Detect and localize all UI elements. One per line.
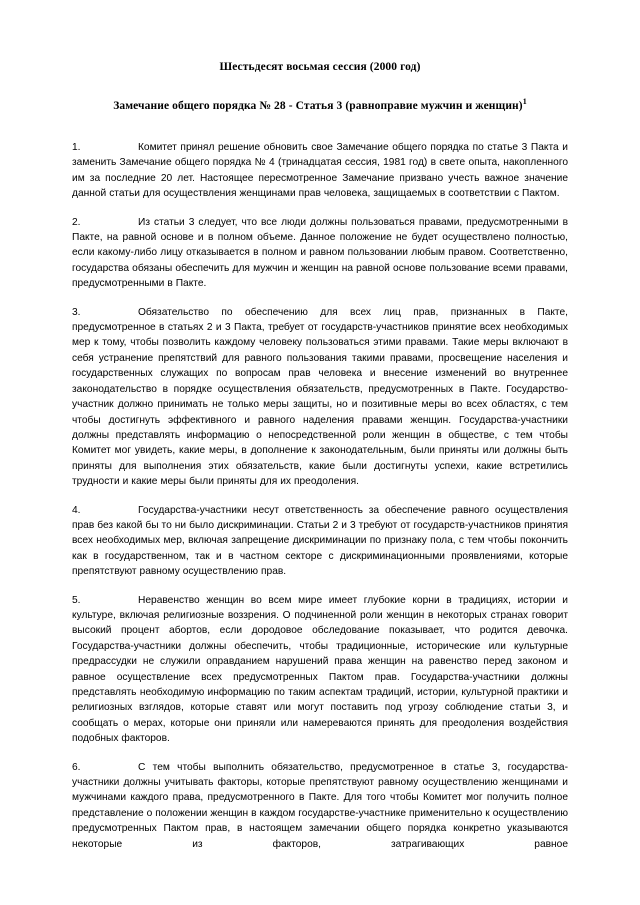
document-subtitle-text: Замечание общего порядка № 28 - Статья 3 (равноправие мужчин и женщин) bbox=[113, 100, 523, 112]
paragraph-number: 6. bbox=[72, 761, 81, 773]
paragraph-text: Комитет принял решение обновить свое Замечание общего порядка по статье 3 Пакта и заменить Замечание общего порядка № 4 (тринадцатая сессия, 1981 год) в свете опыта, накопленного им за последние 20 лет. Настоящее пересмотренное Замечание призвано учесть важное значение данной статьи для осуществления женщинами прав человека, защищаемых в соответствии с Пактом. bbox=[72, 142, 568, 200]
paragraph bbox=[72, 140, 568, 202]
paragraph-number: 5. bbox=[72, 594, 81, 606]
document-header bbox=[72, 0, 568, 113]
paragraph-number: 2. bbox=[72, 216, 81, 228]
paragraph-number: 1. bbox=[72, 142, 81, 153]
paragraph-text: Из статьи 3 следует, что все люди должны пользоваться правами, предусмотренными в Пакте, на равной основе и в полном объеме. Данное положение не будет осуществлено полностью, если какому-либо лицу отказывается в полном и равном пользовании любым правом. Соответственно, государства обязаны обеспечить для мужчин и женщин на равной основе пользование всеми правами, предусмотренными в Пакте. bbox=[72, 216, 568, 290]
paragraph-number: 3. bbox=[72, 306, 81, 318]
page-title: Шестьдесят восьмая сессия (2000 год) bbox=[219, 61, 421, 73]
paragraph-text: Неравенство женщин во всем мире имеет глубокие корни в традициях, истории и культуре, включая религиозные воззрения. О подчиненной роли женщин в некоторых странах говорит высокий процент абортов, если дородовое обследование показывает, что родится девочка. Государства-участники должны обеспечить, чтобы традиционные, исторические или культурные предрассудки не служили оправданием нарушений права женщин на равенство перед законом и равное осуществление всех предусмотренных Пактом прав. Государства-участники должны представлять необходимую информацию по таким аспектам традиций, истории, культурной практики и религиозных взглядов, которые ставят или могут поставить под угрозу соблюдение статьи 3, и сообщать о мерах, которые они приняли или намереваются принять для преодоления воздействия подобных факторов. bbox=[72, 594, 568, 745]
paragraph-number: 4. bbox=[72, 504, 81, 516]
paragraph-text: С тем чтобы выполнить обязательство, предусмотренное в статье 3, государства-участники должны учитывать факторы, которые препятствуют равному осуществлению женщинами и мужчинами каждого права, предусмотренного в Пакте. Для того чтобы Комитет мог получить полное представление о положении женщин в каждом государстве-участнике применительно к осуществлению предусмотренных Пактом прав, в настоящем замечании общего порядка конкретно указываются некоторые из факторов, затрагивающих равное bbox=[72, 761, 568, 850]
paragraph bbox=[72, 305, 568, 490]
paragraph-text: Обязательство по обеспечению для всех лиц прав, признанных в Пакте, предусмотренное в статьях 2 и 3 Пакта, требует от государств-участников принятие всех необходимых мер к тому, чтобы позволить каждому человеку пользоваться этими правами. Такие меры включают в себя устранение препятствий для равного пользования такими правами, просвещение населения и государственных служащих по вопросам прав человека и внесение изменений во внутреннее законодательство в порядке осуществления обязательств, предусмотренных в Пакте. Государство-участник должно принимать не только меры защиты, но и позитивные меры во всех областях, с тем чтобы достигнуть эффективного и равного наделения правами женщин. Государства-участники должны представлять информацию о непосредственной роли женщин в обществе, с тем чтобы Комитет мог увидеть, какие меры, в дополнение к законодательным, были приняты или должны быть приняты для выполнения этих обязательств, какие были достигнуты успехи, какие встретились трудности и какие меры были приняты для их преодоления. bbox=[72, 306, 568, 488]
paragraph-text: Государства-участники несут ответственность за обеспечение равного осуществления прав без какой бы то ни было дискриминации. Статьи 2 и 3 требуют от государств-участников принятия всех необходимых мер, включая запрещение дискриминации по признаку пола, с тем чтобы покончить как в государственном, так и в частном секторе с дискриминационными проявлениями, которые препятствуют равному осуществлению прав. bbox=[72, 504, 568, 578]
document-content bbox=[72, 0, 568, 867]
document-subtitle bbox=[72, 74, 568, 113]
paragraph bbox=[72, 593, 568, 747]
paragraph bbox=[72, 215, 568, 292]
paragraph bbox=[72, 503, 568, 580]
paragraph bbox=[72, 760, 568, 868]
document-body bbox=[72, 113, 568, 867]
footnote-marker: 1 bbox=[522, 97, 527, 107]
